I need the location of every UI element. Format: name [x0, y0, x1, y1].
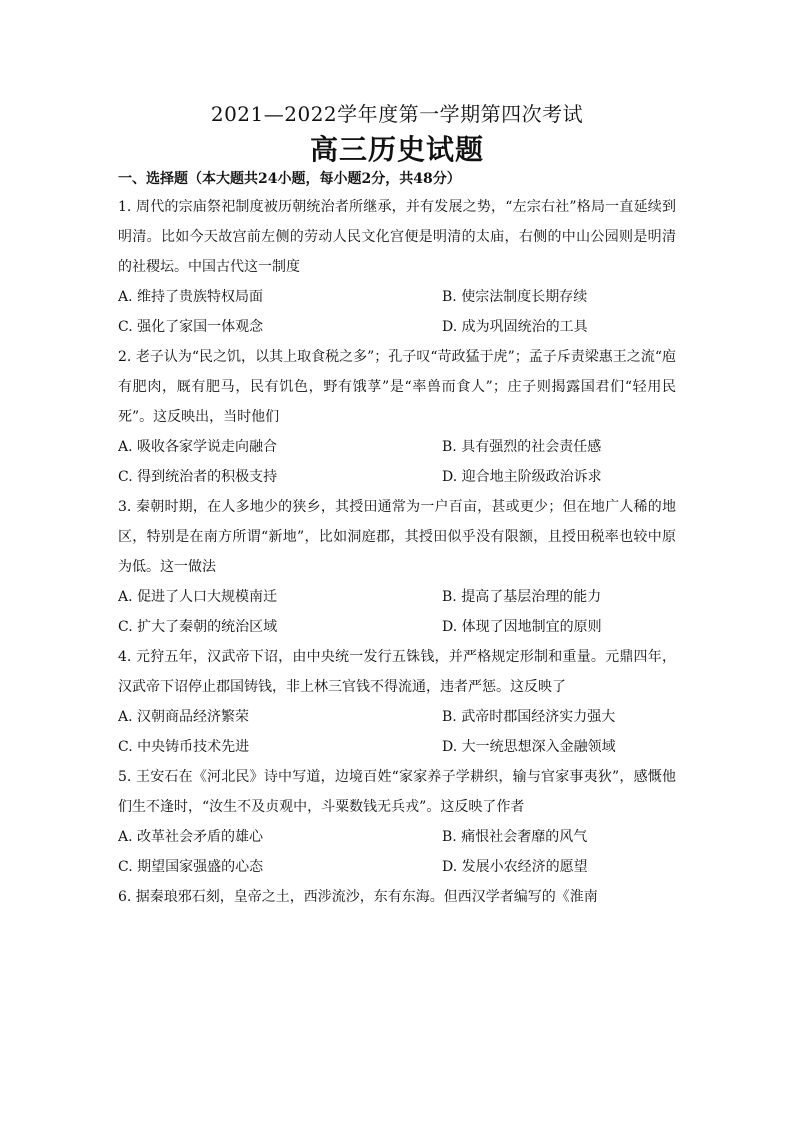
option-a: A. 促进了人口大规模南迁 — [118, 589, 278, 605]
question-text: 4. 元狩五年，汉武帝下诏，由中央统一发行五铢钱，并严格规定形制和重量。元鼎四年，汉武帝下诏停止郡国铸钱，非上林三官钱不得流通，违者严惩。这反映了 — [118, 649, 676, 695]
option-d: D. 大一统思想深入金融领域 — [442, 739, 616, 755]
option-row — [118, 582, 676, 612]
option-d: D. 成为巩固统治的工具 — [442, 319, 588, 335]
question-6 — [118, 882, 676, 912]
subject-title: 高三历史试题 — [309, 133, 484, 166]
option-row — [118, 732, 676, 762]
option-b: B. 具有强烈的社会责任感 — [442, 439, 602, 455]
section-heading: 一、选择题（本大题共24小题，每小题2分，共48分） — [118, 171, 461, 187]
option-a: A. 汉朝商品经济繁荣 — [118, 709, 250, 725]
option-a: A. 吸收各家学说走向融合 — [118, 439, 278, 455]
question-text: 2. 老子认为“民之饥，以其上取食税之多”；孔子叹“苛政猛于虎”；孟子斥责梁惠王之流“庖有肥肉，厩有肥马，民有饥色，野有饿莩”是“率兽而食人”；庄子则揭露国君们“轻用民死”。这反映出，当时他们 — [118, 349, 676, 425]
option-a: A. 改革社会矛盾的雄心 — [118, 829, 264, 845]
option-c: C. 得到统治者的积极支持 — [118, 469, 278, 485]
option-row — [118, 852, 676, 882]
option-row — [118, 462, 676, 492]
option-b: B. 痛恨社会奢靡的风气 — [442, 829, 588, 845]
option-d: D. 体现了因地制宜的原则 — [442, 619, 602, 635]
option-row — [118, 282, 676, 312]
option-row — [118, 702, 676, 732]
option-row — [118, 612, 676, 642]
option-d: D. 发展小农经济的愿望 — [442, 859, 588, 875]
question-text: 6. 据秦琅邪石刻，皇帝之土，西涉流沙，东有东海。但西汉学者编写的《淮南 — [118, 889, 598, 905]
option-c: C. 期望国家强盛的心态 — [118, 859, 264, 875]
question-text: 1. 周代的宗庙祭祀制度被历朝统治者所继承，并有发展之势，“左宗右社”格局一直延续到明清。比如今天故宫前左侧的劳动人民文化宫便是明清的太庙，右侧的中山公园则是明清的社稷坛。中国古代这一制度 — [118, 199, 676, 275]
option-c: C. 扩大了秦朝的统治区域 — [118, 619, 278, 635]
question-text: 5. 王安石在《河北民》诗中写道，边境百姓“家家养子学耕织，输与官家事夷狄”，感慨他们生不逢时，“汝生不及贞观中，斗粟数钱无兵戎”。这反映了作者 — [118, 769, 676, 815]
exam-title: 2021—2022学年度第一学期第四次考试 — [210, 102, 584, 126]
option-b: B. 提高了基层治理的能力 — [442, 589, 602, 605]
option-a: A. 维持了贵族特权局面 — [118, 289, 264, 305]
question-5 — [118, 762, 676, 882]
question-text: 3. 秦朝时期，在人多地少的狭乡，其授田通常为一户百亩，甚或更少；但在地广人稀的地区，特别是在南方所谓“新地”，比如洞庭郡，其授田似乎没有限额，且授田税率也较中原为低。这一做法 — [118, 499, 676, 575]
question-4 — [118, 642, 676, 762]
option-d: D. 迎合地主阶级政治诉求 — [442, 469, 602, 485]
option-b: B. 使宗法制度长期存续 — [442, 289, 588, 305]
question-2 — [118, 342, 676, 492]
option-c: C. 强化了家国一体观念 — [118, 319, 264, 335]
option-row — [118, 822, 676, 852]
option-row — [118, 312, 676, 342]
question-1 — [118, 192, 676, 342]
option-b: B. 武帝时郡国经济实力强大 — [442, 709, 616, 725]
question-3 — [118, 492, 676, 642]
question-list — [118, 192, 676, 912]
option-c: C. 中央铸币技术先进 — [118, 739, 250, 755]
option-row — [118, 432, 676, 462]
